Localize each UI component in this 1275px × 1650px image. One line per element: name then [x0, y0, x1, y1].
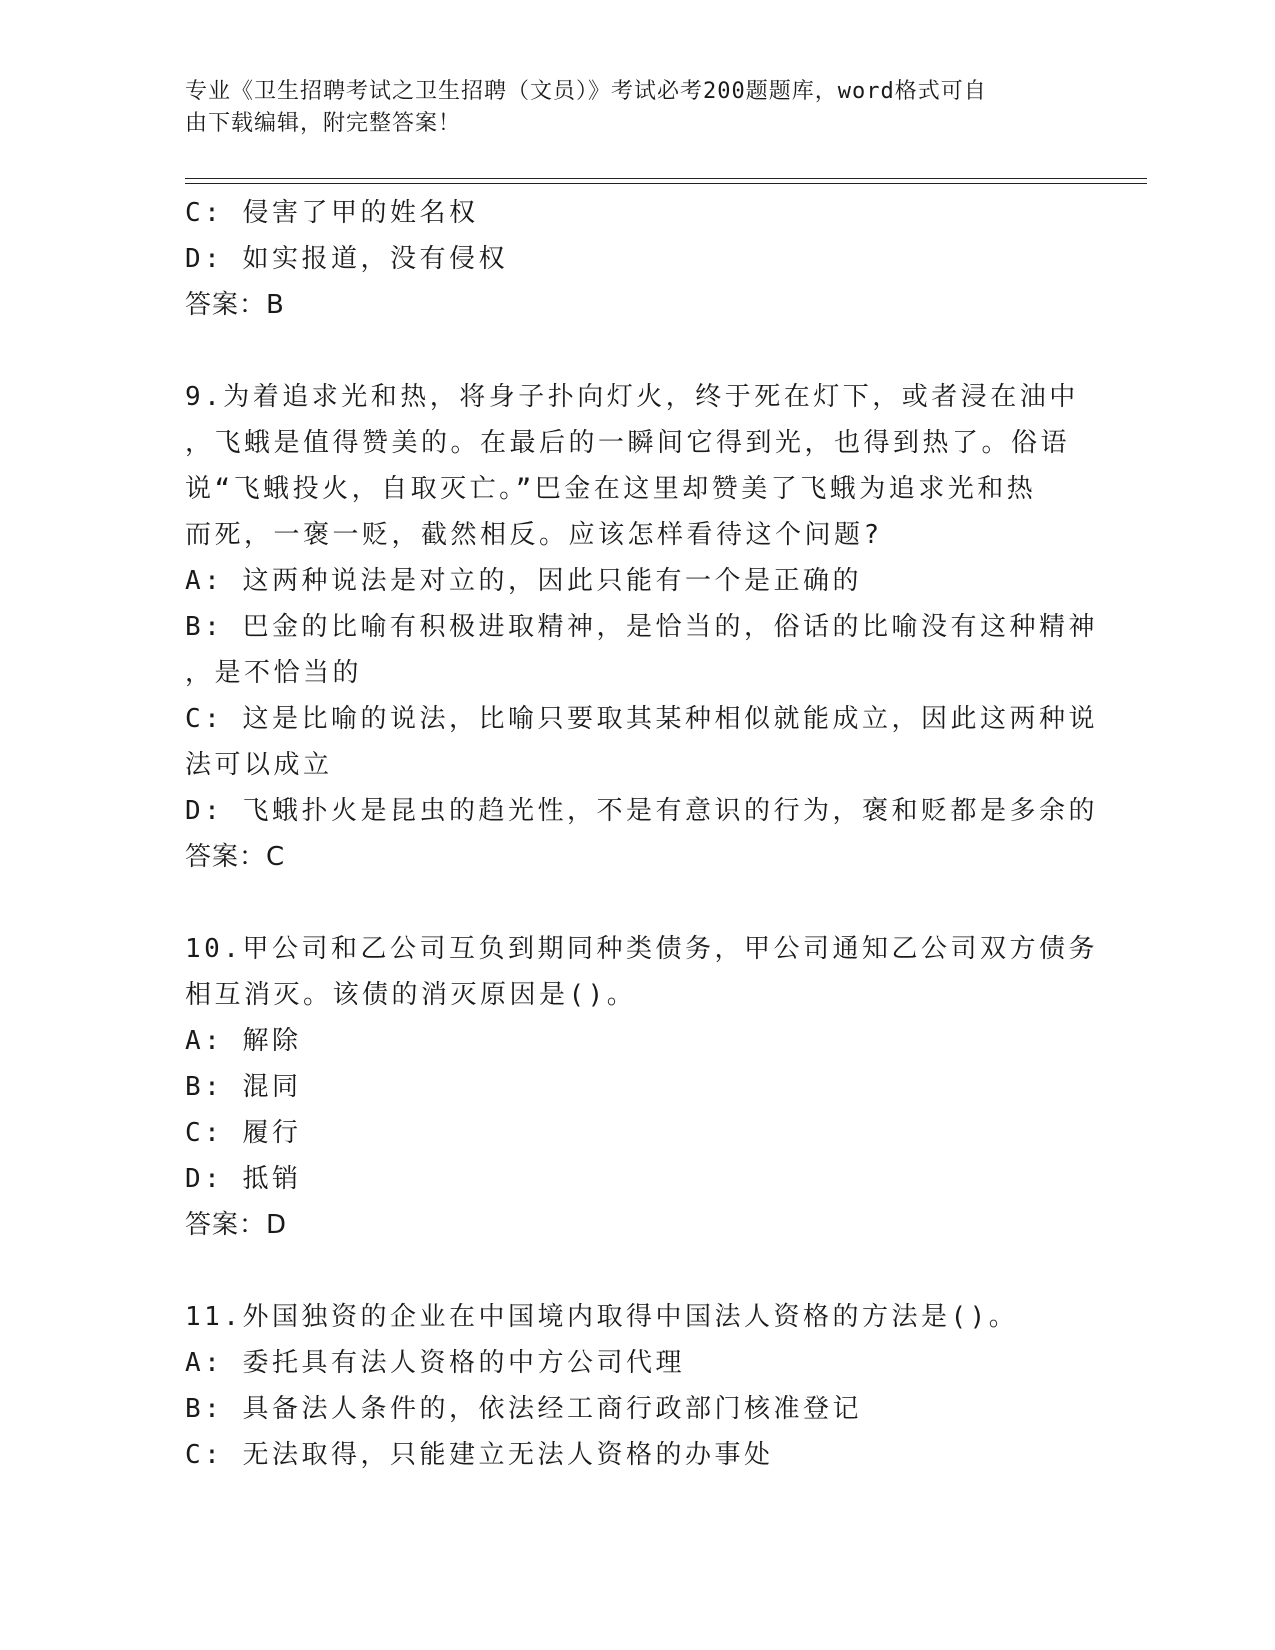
option-b: B: 巴金的比喻有积极进取精神，是恰当的，俗话的比喻没有这种精神: [185, 612, 1098, 642]
question-9: [185, 374, 1098, 880]
option-c: C: 无法取得，只能建立无法人资格的办事处: [185, 1440, 774, 1470]
question-10: [185, 926, 1098, 1248]
option-d: D: 飞蛾扑火是昆虫的趋光性，不是有意识的行为，褒和贬都是多余的: [185, 796, 1098, 826]
option-a: A: 解除: [185, 1026, 302, 1056]
header-line-1: 专业《卫生招聘考试之卫生招聘（文员）》考试必考200题题库，word格式可自: [185, 79, 987, 104]
spacer: [185, 328, 1085, 374]
option-b: B: 混同: [185, 1072, 302, 1102]
document-header: [185, 76, 1065, 140]
previous-question-tail: [185, 190, 1085, 328]
option-c-continued: 法可以成立: [185, 750, 333, 780]
option-c: C: 这是比喻的说法，比喻只要取其某种相似就能成立，因此这两种说: [185, 704, 1098, 734]
option-c: C: 履行: [185, 1118, 302, 1148]
option-b-continued: ，是不恰当的: [185, 658, 363, 688]
option-d: D: 如实报道，没有侵权: [185, 244, 508, 274]
option-d: D: 抵销: [185, 1164, 302, 1194]
question-text-line: 说“飞蛾投火，自取灭亡。”巴金在这里却赞美了飞蛾为追求光和热: [185, 474, 1037, 504]
header-rule-bottom: [185, 183, 1147, 184]
question-content: [185, 190, 1098, 1478]
option-c: C: 侵害了甲的姓名权: [185, 198, 479, 228]
question-text-line: 而死，一褒一贬，截然相反。应该怎样看待这个问题?: [185, 520, 883, 550]
question-text-line: 相互消灭。该债的消灭原因是()。: [185, 980, 637, 1010]
answer-line: 答案：B: [185, 290, 285, 320]
option-a: A: 这两种说法是对立的，因此只能有一个是正确的: [185, 566, 862, 596]
question-text-line: 9.为着追求光和热，将身子扑向灯火，终于死在灯下，或者浸在油中: [185, 382, 1079, 412]
question-text-line: ，飞蛾是值得赞美的。在最后的一瞬间它得到光，也得到热了。俗语: [185, 428, 1071, 458]
answer-line: 答案：D: [185, 1210, 288, 1240]
header-line-2: 由下载编辑，附完整答案！: [185, 111, 462, 136]
answer-line: 答案：C: [185, 842, 286, 872]
header-rule-top: [185, 178, 1147, 179]
question-11: [185, 1294, 1085, 1478]
option-b: B: 具备法人条件的，依法经工商行政部门核准登记: [185, 1394, 862, 1424]
option-a: A: 委托具有法人资格的中方公司代理: [185, 1348, 685, 1378]
spacer: [185, 1248, 1085, 1294]
question-text-line: 10.甲公司和乙公司互负到期同种类债务，甲公司通知乙公司双方债务: [185, 934, 1098, 964]
spacer: [185, 880, 1085, 926]
question-text-line: 11.外国独资的企业在中国境内取得中国法人资格的方法是()。: [185, 1302, 1019, 1332]
